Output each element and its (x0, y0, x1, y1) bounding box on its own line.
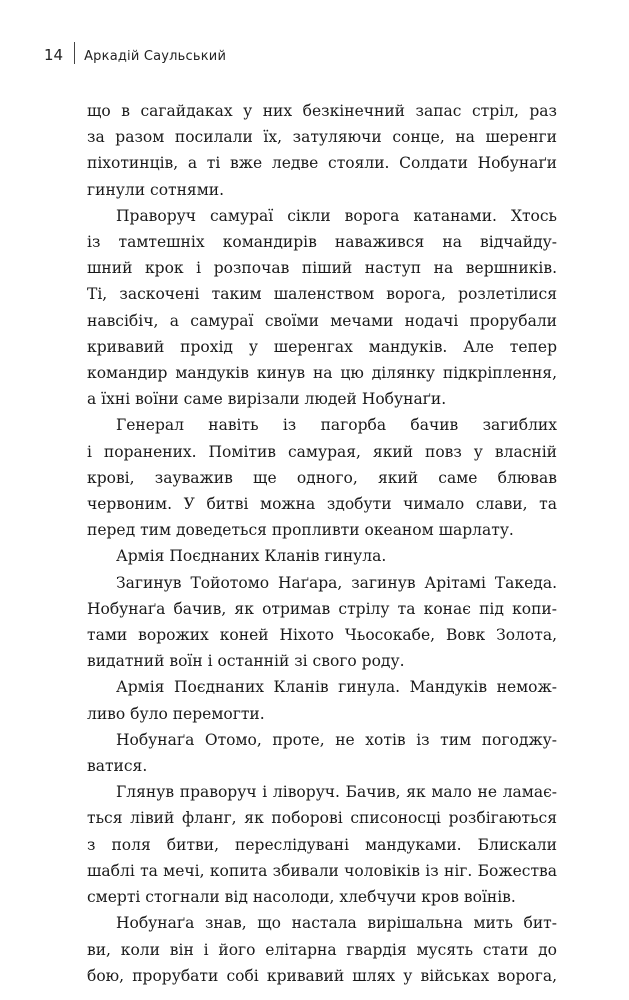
text-line: ться лівий фланг, як поборові списоносці розбігаються (87, 809, 557, 828)
text-line: гинули сотнями. (87, 180, 225, 199)
paragraph (87, 727, 557, 779)
text-line: за разом посилали їх, затуляючи сонце, на шеренги (87, 128, 557, 147)
text-line: ливо було перемогти. (87, 704, 265, 723)
text-line: Армія Поєднаних Кланів гинула. Мандуків немож- (116, 678, 557, 697)
paragraph (87, 910, 557, 989)
text-line: Ті, заскочені таким шаленством ворога, розлетілися (87, 285, 557, 304)
running-title: Аркадій Саульський (84, 49, 227, 64)
paragraph (87, 779, 557, 910)
text-line: з поля битви, переслідувані мандуками. Блискали (87, 835, 557, 854)
text-line: Праворуч самураї сікли ворога катанами. Хтось (116, 206, 557, 225)
text-line: Нобунаґа знав, що настала вирішальна мить бит- (116, 914, 557, 933)
text-line: крові, зауважив ще одного, який саме блював (87, 468, 557, 487)
text-line: а їхні воїни саме вирізали людей Нобунаґи. (87, 390, 447, 409)
text-line: шний крок і розпочав піший наступ на вершників. (87, 259, 557, 278)
text-line: навсібіч, а самураї своїми мечами нодачі прорубали (87, 311, 557, 330)
text-line: командир мандуків кинув на цю ділянку підкріплення, (87, 364, 557, 383)
text-line: червоним. У битві можна здобути чимало слави, та (87, 495, 557, 514)
text-line: піхотинців, а ті вже ледве стояли. Солдати Нобунаґи (87, 154, 557, 173)
running-header (44, 38, 226, 62)
paragraph (87, 412, 557, 543)
text-line: смерті стогнали від насолоди, хлебчучи кров воїнів. (87, 888, 516, 907)
text-line: шаблі та мечі, копита збивали чоловіків із ніг. Божества (87, 861, 557, 880)
text-line: тами ворожих коней Ніхото Чьосокабе, Вовк Золота, (87, 626, 557, 645)
text-line: кривавий прохід у шеренгах мандуків. Але тепер (87, 337, 557, 356)
text-line: Глянув праворуч і ліворуч. Бачив, як мало не ламає- (116, 783, 557, 802)
text-line: із тамтешніх командирів наважився на відчайду- (87, 233, 557, 252)
page-number: 14 (44, 46, 64, 64)
paragraph (87, 570, 557, 675)
text-line: видатний воїн і останній зі свого роду. (87, 652, 405, 671)
paragraph (87, 543, 557, 569)
text-line: Армія Поєднаних Кланів гинула. (116, 547, 387, 566)
text-line: і поранених. Помітив самурая, який повз у власній (87, 442, 557, 461)
text-line: ви, коли він і його елітарна гвардія мусять стати до (87, 940, 557, 959)
text-line: Загинув Тойотомо Наґара, загинув Арітамі Такеда. (116, 573, 557, 592)
text-line: перед тим доведеться пропливти океаном шарлату. (87, 521, 514, 540)
text-line: Генерал навіть із пагорба бачив загиблих (116, 416, 557, 435)
text-line: що в сагайдаках у них безкінечний запас стріл, раз (87, 102, 557, 120)
paragraph (87, 203, 557, 413)
text-line: бою, прорубати собі кривавий шлях у військах ворога, (87, 966, 557, 985)
text-line: Нобунаґа бачив, як отримав стрілу та конає під копи- (87, 599, 557, 618)
header-divider (74, 42, 75, 64)
text-line: ватися. (87, 757, 148, 776)
paragraph (87, 674, 557, 726)
paragraph (87, 98, 557, 203)
text-line: Нобунаґа Отомо, проте, не хотів із тим погоджу- (116, 730, 557, 749)
body-text (87, 98, 557, 989)
